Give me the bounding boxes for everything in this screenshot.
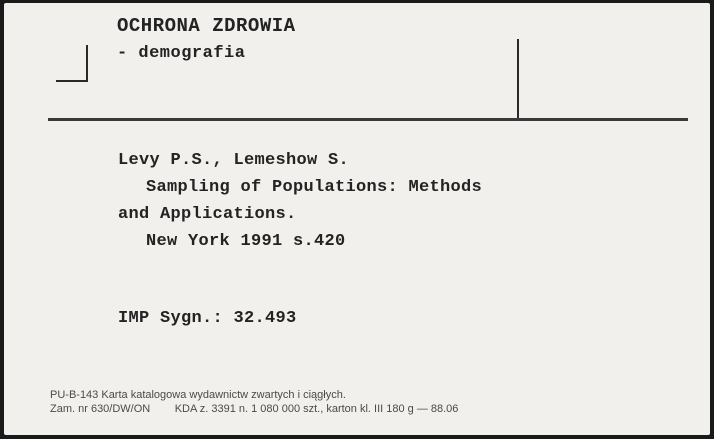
header-vertical-rule (517, 39, 519, 119)
header-horizontal-rule (48, 118, 688, 121)
entry-imprint: New York 1991 s.420 (146, 232, 346, 251)
catalog-card (4, 3, 710, 435)
subject-subheading: - demografia (117, 44, 246, 63)
subject-heading: OCHRONA ZDROWIA (117, 15, 296, 37)
footer-print-line1: PU-B-143 Karta katalogowa wydawnictw zwartych i ciągłych. (50, 389, 346, 401)
corner-bracket-horizontal (56, 80, 88, 82)
entry-title-line1: Sampling of Populations: Methods (146, 178, 483, 197)
footer-print-line2: Zam. nr 630/DW/ON KDA z. 3391 n. 1 080 000 szt., karton kl. III 180 g — 88.06 (50, 403, 459, 415)
entry-title-line2: and Applications. (118, 205, 297, 224)
entry-authors: Levy P.S., Lemeshow S. (118, 151, 350, 170)
call-number: IMP Sygn.: 32.493 (118, 309, 297, 328)
corner-bracket-vertical (86, 45, 88, 81)
